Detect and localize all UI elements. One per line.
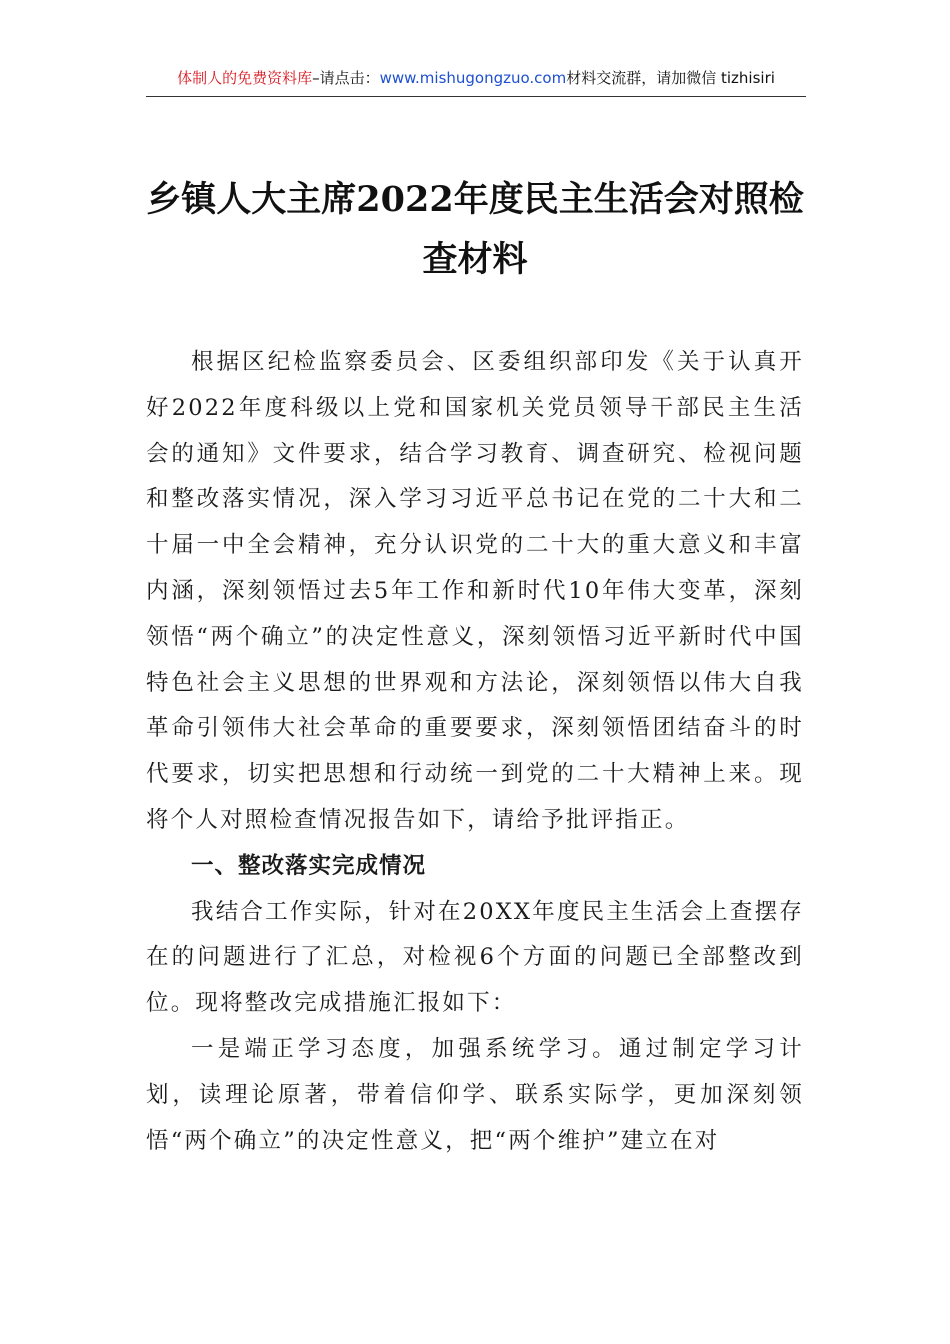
title-line-2: 查材料 [422,239,528,280]
header-brand: 体制人的免费资料库 [177,69,313,87]
header-prompt: –请点击： [312,69,380,87]
header-link[interactable]: www.mishugongzuo.com [379,69,567,87]
section-paragraph-1: 我结合工作实际，针对在20XX年度民主生活会上查摆存在的问题进行了汇总，对检视6个方面的问题已全部整改到位。现将整改完成措施汇报如下： [146,898,804,1017]
section-paragraph-2: 一是端正学习态度，加强系统学习。通过制定学习计划，读理论原著，带着信仰学、联系实际学，更加深刻领悟“两个确立”的决定性意义，把“两个维护”建立在对 [146,1035,804,1154]
section-heading-1: 一、整改落实完成情况 [191,852,427,879]
page-header [146,66,806,97]
document-title [120,170,830,290]
title-line-1: 乡镇人大主席2022年度民主生活会对照检 [146,179,804,220]
header-wechat-note: 材料交流群，请加微信 tizhisiri [566,69,775,87]
intro-paragraph: 根据区纪检监察委员会、区委组织部印发《关于认真开好2022年度科级以上党和国家机关党员领导干部民主生活会的通知》文件要求，结合学习教育、调查研究、检视问题和整改落实情况，深入学习习近平总书记在党的二十大和二十届一中全会精神，充分认识党的二十大的重大意义和丰富内涵，深刻领悟过去5年工作和新时代10年伟大变革，深刻领悟“两个确立”的决定性意义，深刻领悟习近平新时代中国特色社会主义思想的世界观和方法论，深刻领悟以伟大自我革命引领伟大社会革命的重要要求，深刻领悟团结奋斗的时代要求，切实把思想和行动统一到党的二十大精神上来。现将个人对照检查情况报告如下，请给予批评指正。 [146,349,804,833]
document-body [146,340,804,1164]
